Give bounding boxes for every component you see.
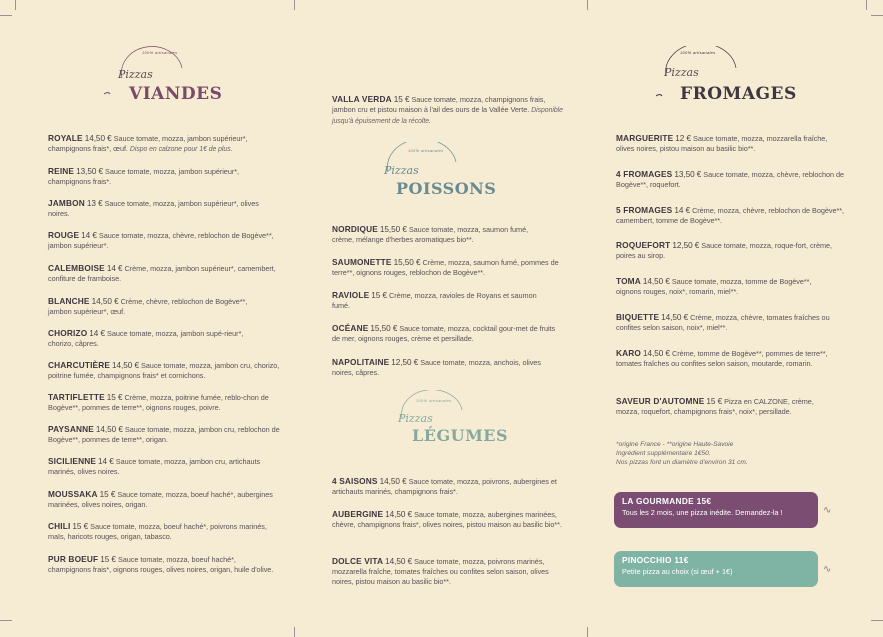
item-desc: Sauce tomate, mozza, jambon supérieur*, champignons frais*, œuf. (48, 134, 248, 153)
menu-item (332, 323, 564, 344)
item-price: 13 € (86, 199, 103, 208)
menu-item (332, 509, 564, 530)
crop-mark (294, 627, 295, 637)
item-price: 14,50 € (642, 277, 670, 286)
swirl-icon: ∿ (823, 505, 832, 516)
promo-gourmande (614, 492, 818, 528)
legumes-heading (390, 390, 530, 450)
item-price: 14,50 € (661, 313, 689, 322)
item-name: NAPOLITAINE (332, 357, 390, 367)
item-price: 14,50 € (385, 557, 413, 566)
section-script-label: Pizzas (384, 164, 419, 177)
menu-item (332, 290, 550, 311)
menu-item (48, 166, 280, 187)
item-name: MOUSSAKA (48, 489, 98, 499)
item-price: 12,50 € (672, 241, 700, 250)
item-desc: Sauce tomate, mozza, anchois, olives noires, câpres. (332, 358, 541, 377)
item-desc: Sauce tomate, mozza, mozzarella fraîche, olives noires, pistou maison au basilic bio**. (616, 134, 828, 153)
menu-item (48, 296, 248, 317)
item-desc: Crème, mozza, ravioles de Royans et saumon fumé. (332, 291, 537, 310)
item-price: 15,50 € (379, 225, 407, 234)
item-price: 14,50 € (643, 349, 670, 358)
section-title: POISSONS (396, 179, 497, 198)
item-price: 12,50 € (391, 358, 419, 367)
crop-mark (15, 0, 16, 10)
item-price: 14 € (89, 329, 106, 338)
menu-item (48, 392, 280, 413)
menu-item (48, 328, 266, 349)
section-badge-text: 100% artisanales (416, 398, 452, 403)
item-price: 15,50 € (393, 258, 421, 267)
menu-item (48, 198, 280, 219)
menu-item (48, 360, 280, 381)
section-badge-text: 100% artisanales (408, 148, 444, 153)
item-price: 13,50 € (674, 170, 702, 179)
menu-item (48, 456, 280, 477)
item-price: 15 € (371, 291, 388, 300)
item-desc: Sauce tomate, mozza, jambon supérieur*, champignons frais*. (48, 167, 239, 186)
item-price: 14,50 € (112, 361, 139, 370)
menu-item (332, 476, 564, 497)
item-desc: Sauce tomate, mozza, chèvre, reblochon de Bogève**, jambon supérieur*. (48, 231, 274, 250)
section-script-label: Pizzas (664, 66, 699, 79)
item-name: TARTIFLETTE (48, 392, 105, 402)
menu-item (332, 357, 564, 378)
menu-item (48, 521, 280, 542)
item-name: 5 FROMAGES (616, 205, 673, 215)
item-price: 14,50 € (84, 134, 112, 143)
poissons-heading (374, 142, 514, 202)
item-name: NORDIQUE (332, 224, 378, 234)
crop-mark (294, 0, 295, 10)
item-price: 15 € (106, 393, 123, 402)
item-desc: Sauce tomate, mozza, cocktail gour-met de fruits de mer, oignons rouges, crème et persillade. (332, 324, 556, 343)
item-price: 15 € (393, 95, 410, 104)
item-name: ROUGE (48, 230, 80, 240)
item-name: CHILI (48, 521, 71, 531)
item-desc: Pizza en CALZONE, crème, mozza, roquefort, champignons frais*, noix*, persillade. (616, 397, 814, 416)
item-name: ROQUEFORT (616, 240, 671, 250)
item-note: Disponible jusqu'à épuisement de la récolte. (332, 107, 563, 125)
viandes-heading (104, 46, 224, 106)
item-desc: Crème, mozza, poitrine fumée, reblo-chon de Bogève**, pommes de terre**, oignons rouges, poivre. (48, 393, 269, 412)
item-price: 14,50 € (91, 297, 119, 306)
origin-note: *origine France - **origine Haute-Savoie (616, 441, 734, 448)
item-price: 12 € (675, 134, 692, 143)
item-desc: Crème, mozza, chèvre, tomates fraîches ou confites selon saison, noix*, miel**. (616, 313, 830, 332)
menu-item (616, 133, 846, 154)
item-name: KARO (616, 348, 642, 358)
menu-item (48, 554, 280, 575)
item-name: OCÉANE (332, 323, 369, 333)
item-desc: Crème, mozza, jambon supérieur*, camembert, confiture de framboise. (48, 264, 276, 283)
promo-title: LA GOURMANDE 15€ (622, 496, 712, 506)
menu-item (48, 230, 280, 251)
item-name: MARGUERITE (616, 133, 674, 143)
item-name: JAMBON (48, 198, 85, 208)
item-desc: Sauce tomate, mozza, chèvre, reblochon de Bogève**, roquefort. (616, 170, 845, 189)
menu-item (48, 263, 280, 284)
item-name: TOMA (616, 276, 641, 286)
item-desc: Crème, tomme de Bogève**, pommes de terre**, tomates fraîches ou confites selon saison, moutarde, romarin. (616, 349, 828, 368)
item-name: SICILIENNE (48, 456, 97, 466)
section-title: FROMAGES (680, 84, 797, 104)
promo-title: PINOCCHIO 11€ (622, 555, 689, 565)
crop-mark (871, 15, 883, 16)
fromages-heading (656, 46, 806, 108)
item-desc: Sauce tomate, mozza, jambon cru, chorizo, poitrine fumée, champignons frais* et cornichons. (48, 361, 280, 380)
item-desc: Sauce tomate, mozza, saumon fumé, crème, mélange d'herbes aromatiques bio**. (332, 225, 529, 244)
item-name: BLANCHE (48, 296, 90, 306)
swirl-icon: ∿ (823, 564, 832, 575)
item-name: VALLA VERDA (332, 94, 392, 104)
item-desc: Sauce tomate, mozza, poivrons marinés, mozzarella fraîche, tomates fraîches ou confites selon saison, olives noires, pistou maison au basilic bio**. (332, 557, 549, 586)
item-name: REINE (48, 166, 75, 176)
promo-desc: Tous les 2 mois, une pizza inédite. Demandez-la ! (622, 508, 783, 517)
item-name: SAUMONETTE (332, 257, 392, 267)
item-desc: Sauce tomate, mozza, boeuf haché*, champignons frais*, oignons rouges, olives noires, origan, huile d'olive. (48, 555, 274, 574)
section-title: LÉGUMES (412, 426, 509, 445)
menu-item (616, 240, 834, 261)
item-name: DOLCE VITA (332, 556, 384, 566)
legend-notes (616, 440, 836, 468)
item-desc: Crème, mozza, saumon fumé, pommes de terre**, oignons rouges, reblochon de Bogève**. (332, 258, 559, 277)
menu-item (48, 424, 280, 445)
item-name: 4 SAISONS (332, 476, 378, 486)
item-name: BIQUETTE (616, 312, 660, 322)
item-desc: Sauce tomate, mozza, champignons frais, jambon cru et pistou maison à l'ail des ours de la Vallée Verte. (332, 95, 546, 114)
promo-desc: Petite pizza au choix (si œuf + 1€) (622, 567, 733, 576)
menu-item (616, 276, 830, 297)
item-desc: Sauce tomate, mozza, boeuf haché*, poivrons marinés, maïs, haricots rouges, origan, tabasco. (48, 522, 267, 541)
item-price: 14 € (674, 206, 691, 215)
item-price: 15,50 € (370, 324, 398, 333)
item-name: CHORIZO (48, 328, 88, 338)
menu-item (332, 224, 550, 245)
item-name: CALEMBOISE (48, 263, 105, 273)
item-price: 14,50 € (379, 477, 407, 486)
item-name: ROYALE (48, 133, 83, 143)
menu-item (616, 312, 842, 333)
menu-item (616, 169, 846, 190)
item-desc: Sauce tomate, mozza, poivrons, aubergines et artichauts marinés, champignons frais*. (332, 477, 557, 496)
item-name: SAVEUR D'AUTOMNE (616, 396, 705, 406)
menu-item (48, 133, 280, 155)
item-price: 15 € (100, 555, 116, 564)
item-note: Dispo en calzone pour 1€ de plus. (129, 146, 233, 153)
crop-mark (587, 0, 588, 10)
item-price: 14 € (81, 231, 97, 240)
item-name: PUR BOEUF (48, 554, 99, 564)
menu-item (616, 348, 846, 369)
crop-mark (0, 15, 12, 16)
diameter-note: Nos pizzas font un diamètre d'environ 31 cm. (616, 459, 748, 467)
section-script-label: Pizzas (398, 412, 433, 425)
item-price: 13,50 € (76, 167, 104, 176)
item-name: 4 FROMAGES (616, 169, 673, 179)
menu-item-valla-verda (332, 94, 564, 127)
item-price: 14,50 € (95, 425, 123, 434)
item-desc: Sauce tomate, mozza, jambon supérieur*, olives noires. (48, 199, 259, 218)
item-name: CHARCUTIÈRE (48, 360, 111, 370)
section-badge-text: 100% artisanales (680, 50, 716, 55)
crop-mark (866, 0, 867, 10)
item-desc: Crème, mozza, chèvre, reblochon de Bogève**, camembert, tomme de Bogève**. (616, 206, 845, 225)
item-name: PAYSANNE (48, 424, 94, 434)
section-badge-text: 100% artisanales (142, 50, 178, 55)
promo-pinocchio (614, 551, 818, 587)
item-price: 14,50 € (385, 510, 413, 519)
item-desc: Sauce tomate, mozza, jambon supé-rieur*, chorizo, câpres. (48, 329, 244, 348)
section-script-label: Pizzas (118, 68, 153, 81)
supplement-note: Ingrédient supplémentaire 1€50. (616, 450, 711, 458)
item-desc: Sauce tomate, mozza, tomme de Bogève**, oignons rouges, noix*, romarin, miel**. (616, 277, 812, 296)
item-name: AUBERGINE (332, 509, 384, 519)
menu-item (616, 396, 834, 417)
item-name: RAVIOLE (332, 290, 370, 300)
section-title: VIANDES (129, 84, 223, 104)
item-desc: Crème, chèvre, reblochon de Bogève**, jambon supérieur*, œuf. (48, 297, 248, 316)
menu-item (332, 556, 564, 587)
item-price: 15 € (99, 490, 116, 499)
menu-item (48, 489, 280, 510)
crop-mark (0, 620, 12, 621)
crop-mark (587, 627, 588, 637)
item-desc: Sauce tomate, mozza, jambon cru, artichauts marinés, olives noires. (48, 457, 261, 476)
item-desc: Sauce tomate, mozza, aubergines marinées, chèvre, champignons frais*, olives noires, pistou maison au basilic bio**. (332, 510, 562, 529)
menu-item (332, 257, 564, 278)
item-price: 14 € (98, 457, 114, 466)
crop-mark (871, 620, 883, 621)
item-desc: Sauce tomate, mozza, roque-fort, crème, poires au sirop. (616, 241, 832, 260)
item-price: 15 € (72, 522, 89, 531)
item-desc: Sauce tomate, mozza, jambon cru, reblochon de Bogève**, pommes de terre**, origan. (48, 425, 280, 444)
item-desc: Sauce tomate, mozza, boeuf haché*, aubergines marinées, olives noires, origan. (48, 490, 273, 509)
menu-item (616, 205, 846, 226)
item-price: 14 € (106, 264, 123, 273)
item-price: 15 € (706, 397, 723, 406)
